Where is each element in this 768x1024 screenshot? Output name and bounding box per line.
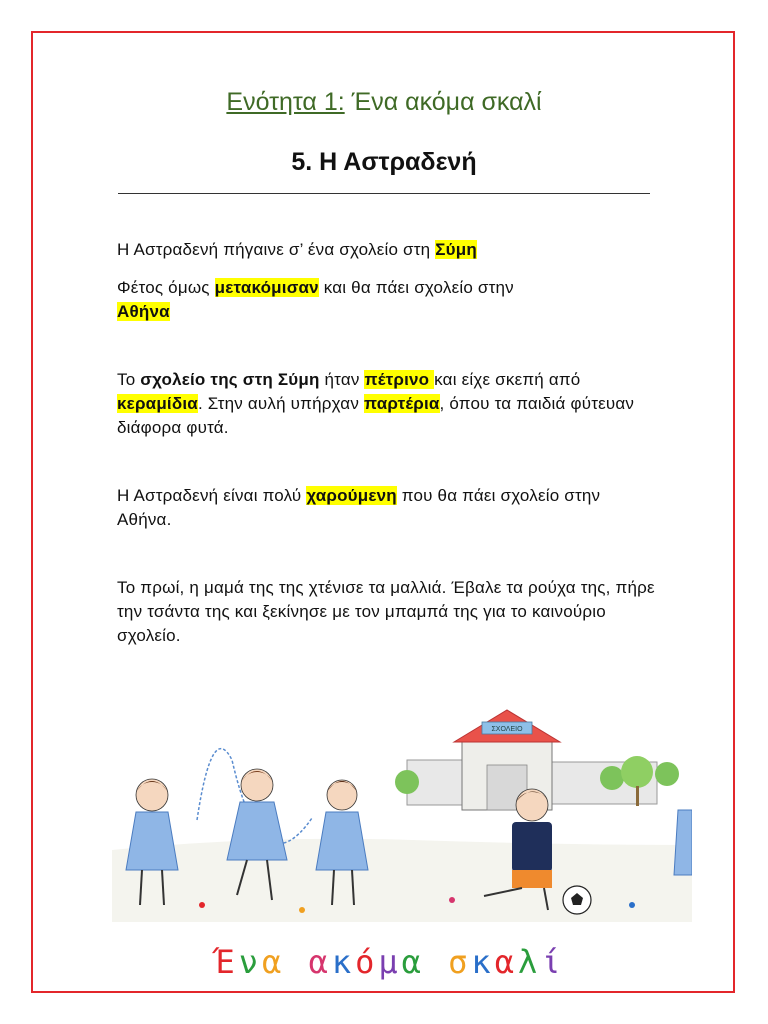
footer-logo-letter: ί bbox=[541, 943, 565, 981]
footer-logo-letter: σ bbox=[448, 943, 472, 981]
boy-shirt bbox=[512, 822, 552, 872]
p3-text-1: Το bbox=[117, 370, 141, 389]
unit-prefix: Ενότητα 1: bbox=[226, 88, 345, 116]
tree-2 bbox=[600, 766, 624, 790]
highlight-athina: Αθήνα bbox=[117, 302, 170, 321]
p4-text-2: που θα πάει σχολείο στην Αθήνα. bbox=[117, 486, 601, 529]
footer-logo-letter bbox=[285, 943, 308, 981]
tree-4 bbox=[655, 762, 679, 786]
flower bbox=[449, 897, 455, 903]
child-right-edge bbox=[674, 810, 692, 875]
p3-text-2: ήταν bbox=[319, 370, 365, 389]
footer-logo-letter: μ bbox=[378, 943, 402, 981]
title-divider bbox=[118, 193, 650, 194]
girl-1-head bbox=[136, 779, 168, 811]
highlight-metakomisan: μετακόμισαν bbox=[214, 278, 319, 297]
p1-text: Η Αστραδενή πήγαινε σ’ ένα σχολείο στη bbox=[117, 240, 436, 259]
highlight-petrino: πέτρινο bbox=[364, 370, 435, 389]
p3-text-3: και είχε σκεπή από bbox=[434, 370, 581, 389]
p5-text: Το πρωί, η μαμά της της χτένισε τα μαλλιά. Έβαλε τα ρούχα της, πήρε την τσάντα της και ξεκίνησε με τον μπαμπά της για το καινούριο σχολείο. bbox=[117, 578, 655, 645]
boy-head bbox=[516, 789, 548, 821]
girl-3-dress bbox=[316, 812, 368, 870]
school-illustration bbox=[112, 700, 692, 922]
boy-shorts bbox=[512, 870, 552, 888]
paragraph-5 bbox=[117, 576, 657, 648]
footer-logo-letter: α bbox=[308, 943, 332, 981]
highlight-symi: Σύμη bbox=[435, 240, 477, 259]
school-sign-label: ΣΧΟΛΕΙΟ bbox=[491, 726, 523, 733]
paragraph-2 bbox=[117, 276, 657, 324]
p4-text-1: Η Αστραδενή είναι πολύ bbox=[117, 486, 307, 505]
footer-logo-letter bbox=[425, 943, 448, 981]
highlight-xaroumeni: χαρούμενη bbox=[306, 486, 397, 505]
highlight-keramidia: κεραμίδια bbox=[117, 394, 198, 413]
paragraph-3 bbox=[117, 368, 657, 440]
bold-school-symi: σχολείο της στη Σύμη bbox=[140, 370, 320, 389]
footer-logo-letter: α bbox=[401, 943, 425, 981]
footer-logo-letter: α bbox=[262, 943, 286, 981]
girl-1-dress bbox=[126, 812, 178, 870]
highlight-parteria: παρτέρια bbox=[363, 394, 440, 413]
p3-text-4: . Στην αυλή υπήρχαν bbox=[197, 394, 364, 413]
girl-3-head bbox=[327, 780, 357, 810]
flower bbox=[199, 902, 205, 908]
paragraph-1 bbox=[117, 238, 657, 262]
paragraph-4 bbox=[117, 484, 657, 532]
footer-logo-letter: κ bbox=[471, 943, 495, 981]
footer-logo-letter: ό bbox=[355, 943, 379, 981]
tree-3 bbox=[621, 756, 653, 788]
footer-logo bbox=[200, 937, 580, 987]
unit-name: Ένα ακόμα σκαλί bbox=[344, 88, 542, 116]
footer-logo-letter: α bbox=[494, 943, 518, 981]
p3-text-5: , όπου τα παιδιά φύτευαν διάφορα φυτά. bbox=[117, 394, 635, 437]
girl-2-head bbox=[241, 769, 273, 801]
unit-title bbox=[0, 88, 768, 117]
footer-logo-letter: ν bbox=[238, 943, 263, 981]
girl-2-dress bbox=[227, 802, 287, 860]
tree-1 bbox=[395, 770, 419, 794]
p2-text-2: και θα πάει σχολείο στην bbox=[318, 278, 514, 297]
lesson-title: 5. Η Αστραδενή bbox=[291, 148, 477, 176]
ground bbox=[112, 839, 692, 922]
footer-logo-letter: Έ bbox=[215, 943, 239, 981]
p2-text-1: Φέτος όμως bbox=[117, 278, 215, 297]
footer-logo-letter: λ bbox=[517, 943, 542, 981]
flower bbox=[299, 907, 305, 913]
flower bbox=[629, 902, 635, 908]
tree-trunk bbox=[636, 786, 639, 806]
footer-logo-letter: κ bbox=[331, 943, 356, 981]
